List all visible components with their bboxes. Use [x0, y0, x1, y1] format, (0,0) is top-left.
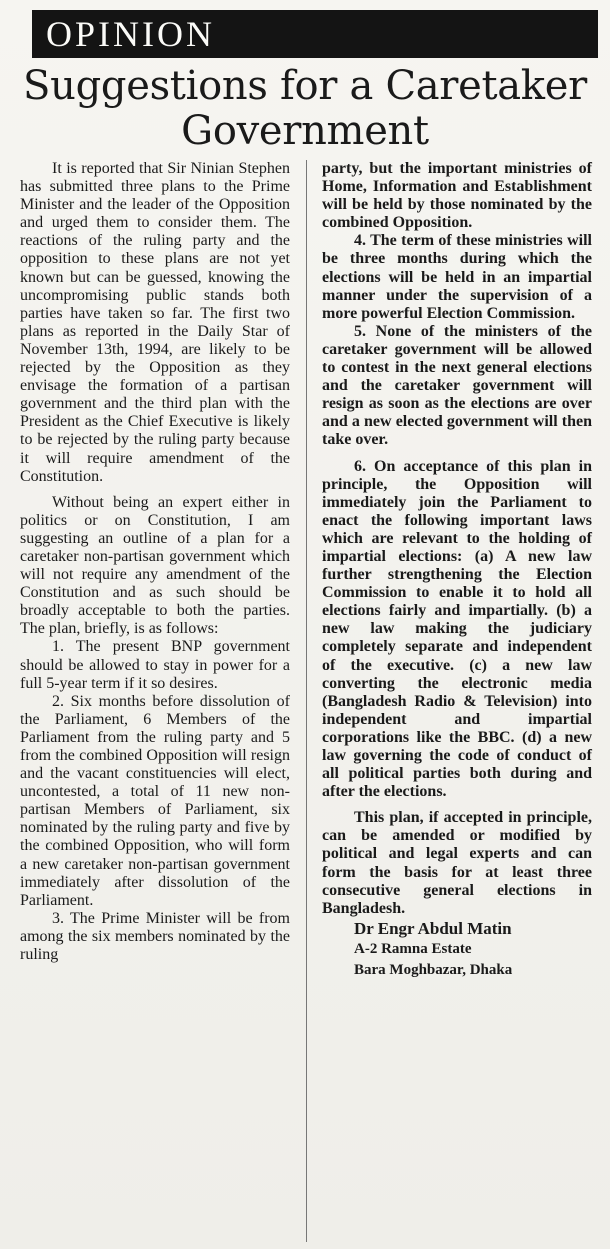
- section-banner: [32, 10, 598, 58]
- article-column-right: [322, 160, 592, 981]
- paragraph-point-2: 2. Six months before dissolution of the Parliament, 6 Members of the Parliament from the ruling party and 5 from the combined Opposition will resign and the vacant constituencies will elect, uncontested, a total of 11 new non-partisan Members of Parliament, six nominated by the ruling party and five by the combined Opposition, who will form a new caretaker non-partisan government immediately after dissolution of the Parliament.: [20, 692, 290, 909]
- article-column-left: [20, 160, 290, 964]
- column-divider: [306, 160, 307, 1242]
- paragraph-point-3-continued: party, but the important ministries of Home, Information and Establishment will be held by those nominated by the combined Opposition.: [322, 160, 592, 232]
- author-address-line-2: Bara Moghbazar, Dhaka: [354, 961, 513, 978]
- article-headline: Suggestions for a Caretaker Government: [23, 63, 587, 154]
- paragraph-point-5: 5. None of the ministers of the caretaker government will be allowed to contest in the next general elections and the caretaker government will resign as soon as the elections are over and a new elected government will then take over.: [322, 322, 592, 449]
- paragraph-plan-outline: Without being an expert either in politics or on Constitution, I am suggesting an outline of a plan for a caretaker non-partisan government which will not require any amendment of the Constitution and as such should be broadly acceptable to both the parties. The plan, briefly, is as follows:: [20, 493, 290, 638]
- paragraph-point-1: 1. The present BNP government should be allowed to stay in power for a full 5-year term if it so desires.: [20, 638, 290, 692]
- paragraph-point-4: 4. The term of these ministries will be three months during which the elections will be held in an impartial manner under the supervision of a more powerful Election Commission.: [322, 232, 592, 322]
- author-address-line-1: A-2 Ramna Estate: [354, 940, 472, 957]
- author-name: Dr Engr Abdul Matin: [354, 918, 512, 938]
- paragraph-intro: It is reported that Sir Ninian Stephen has submitted three plans to the Prime Minister and the leader of the Opposition and urged them to consider them. The reactions of the ruling party and the opposition to these plans are not yet known but can be guessed, knowing the uncompromising public stands both parties have taken so far. The first two plans as reported in the Daily Star of November 13th, 1994, are likely to be rejected by the Opposition as they envisage the formation of a partisan government and the third plan with the President as the Chief Executive is likely to be rejected by the ruling party because it will require amendment of the Constitution.: [20, 160, 290, 485]
- paragraph-conclusion: This plan, if accepted in principle, can be amended or modified by political and legal experts and can form the basis for at least three consecutive general elections in Bangladesh.: [322, 809, 592, 917]
- paragraph-point-6: 6. On acceptance of this plan in principle, the Opposition will immediately join the Parliament to enact the following important laws which are relevant to the holding of impartial elections: (a) A new law further strengthening the Election Commission to enable it to hold all elections fairly and impartially. (b) a new law making the judiciary completely separate and independent of the executive. (c) a new law converting the electronic media (Bangladesh Radio & Television) into independent and impartial corporations like the BBC. (d) a new law governing the code of conduct of all political parties both during and after the elections.: [322, 457, 592, 801]
- paragraph-point-3: 3. The Prime Minister will be from among the six members nominated by the ruling: [20, 909, 290, 964]
- section-label: OPINION: [46, 14, 215, 54]
- signature-block: [322, 918, 592, 981]
